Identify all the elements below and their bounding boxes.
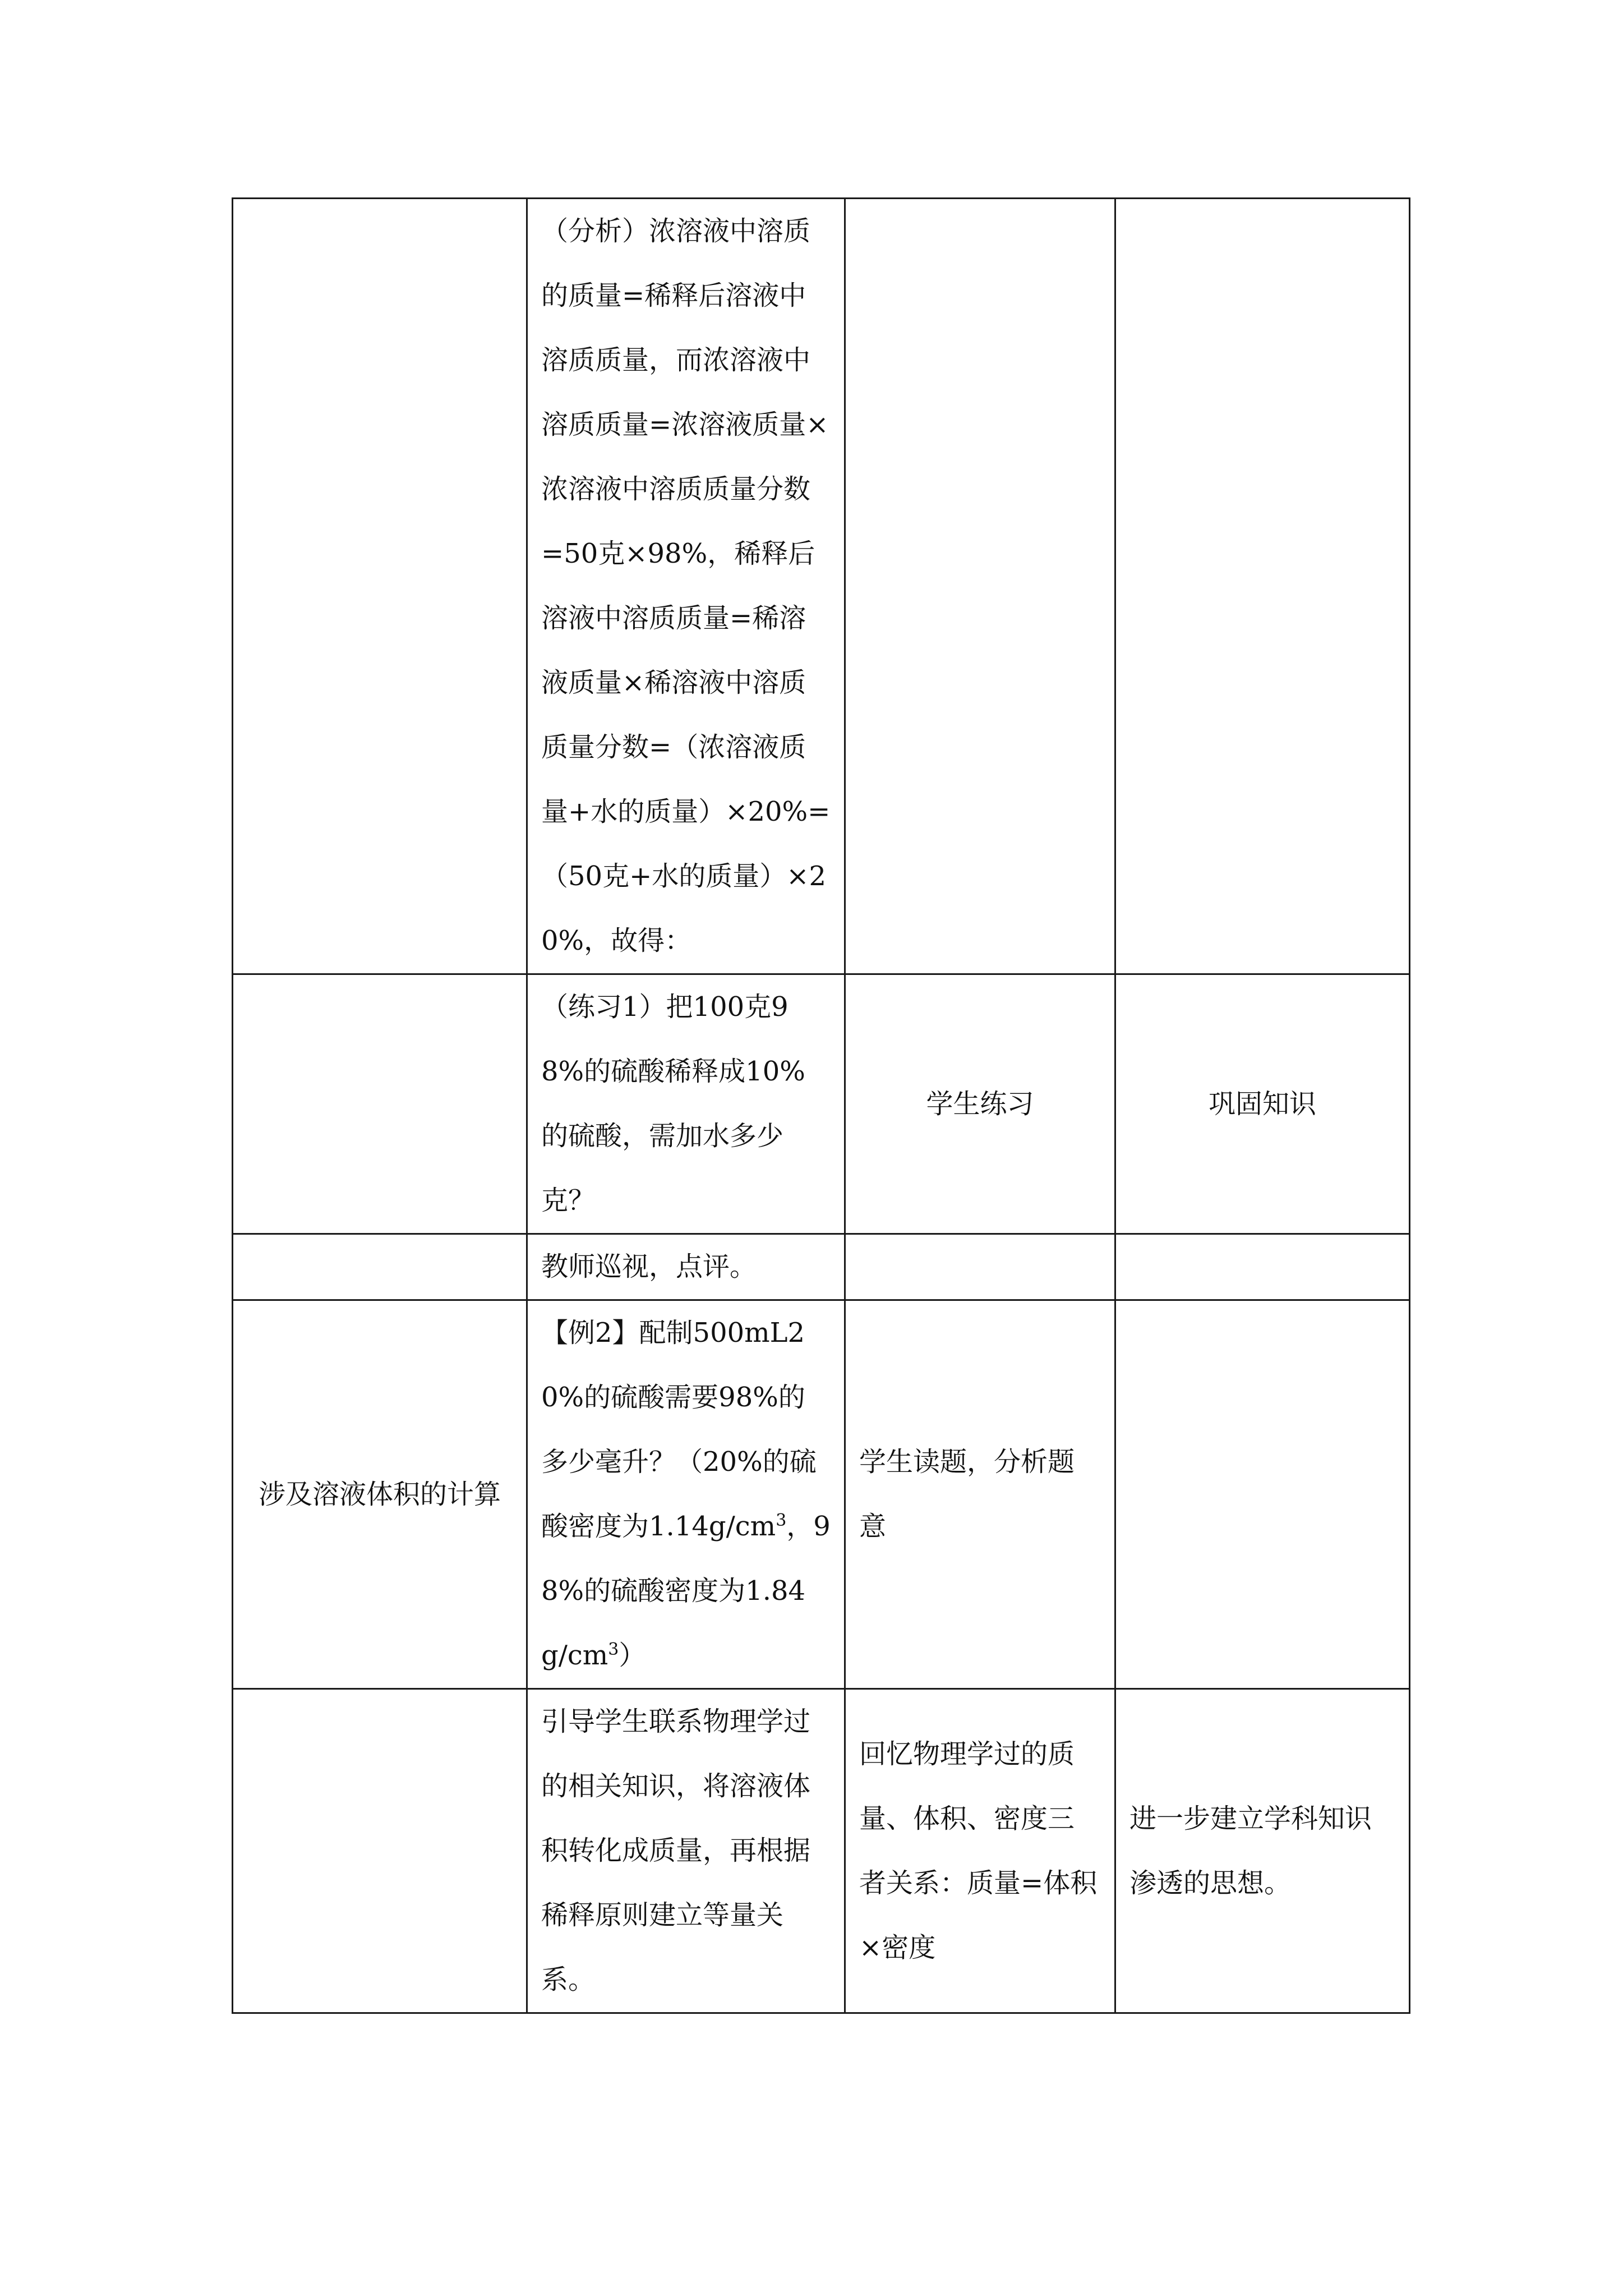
design-intent-text: 进一步建立学科知识渗透的思想。	[1129, 1802, 1372, 1899]
teacher-comment-text: 教师巡视，点评。	[541, 1251, 757, 1282]
table-row	[233, 1300, 1410, 1689]
topic-cell	[233, 1234, 527, 1300]
student-activity-cell: 学生练习	[845, 974, 1115, 1234]
student-activity-cell	[845, 1300, 1115, 1689]
teacher-activity-cell	[527, 199, 845, 974]
topic-label: 涉及溶液体积的计算	[258, 1478, 501, 1510]
exercise-text: （练习1）把100克98%的硫酸稀释成10%的硫酸，需加水多少克？	[541, 991, 805, 1216]
example-text-part1: 【例2】配制500mL20%的硫酸需要98%的多少毫升？（20%的硫酸密度为1.14g/cm	[541, 1317, 817, 1542]
student-activity-cell	[845, 199, 1115, 974]
topic-cell	[233, 1689, 527, 2013]
student-activity-text: 学生读题，分析题意	[859, 1446, 1075, 1542]
cubic-superscript: 3	[608, 1640, 619, 1659]
student-activity-cell	[845, 1234, 1115, 1300]
guidance-text: 引导学生联系物理学过的相关知识，将溶液体积转化成质量，再根据稀释原则建立等量关系。	[541, 1706, 811, 1995]
table-row	[233, 1234, 1410, 1300]
analysis-text: （分析）浓溶液中溶质的质量=稀释后溶液中溶质质量，而浓溶液中溶质质量=浓溶液质量×浓溶液中溶质质量分数=50克×98%，稀释后溶液中溶质质量=稀溶液质量×稀溶液中溶质质量分数=（浓溶液质量+水的质量）×20%=（50克+水的质量）×20%，故得：	[541, 215, 831, 956]
lesson-plan-table	[232, 197, 1410, 2014]
example-text	[541, 1301, 831, 1688]
topic-cell	[233, 1300, 527, 1689]
design-intent-cell	[1115, 1689, 1410, 2013]
table-row	[233, 974, 1410, 1234]
table-row	[233, 199, 1410, 974]
student-activity-text: 回忆物理学过的质量、体积、密度三者关系：质量=体积×密度	[859, 1738, 1098, 1963]
table-row	[233, 1689, 1410, 2013]
teacher-activity-cell	[527, 1689, 845, 2013]
topic-cell	[233, 974, 527, 1234]
cubic-superscript: 3	[776, 1511, 787, 1530]
design-intent-cell: 巩固知识	[1115, 974, 1410, 1234]
example-text-part3: ）	[619, 1640, 646, 1671]
design-intent-cell	[1115, 1234, 1410, 1300]
design-intent-cell	[1115, 199, 1410, 974]
student-activity-cell	[845, 1689, 1115, 2013]
teacher-activity-cell	[527, 1300, 845, 1689]
example-text-part2: ，98%的硫酸密度为1.84g/cm	[541, 1511, 831, 1671]
topic-cell	[233, 199, 527, 974]
teacher-activity-cell	[527, 1234, 845, 1300]
design-intent-cell	[1115, 1300, 1410, 1689]
teacher-activity-cell	[527, 974, 845, 1234]
